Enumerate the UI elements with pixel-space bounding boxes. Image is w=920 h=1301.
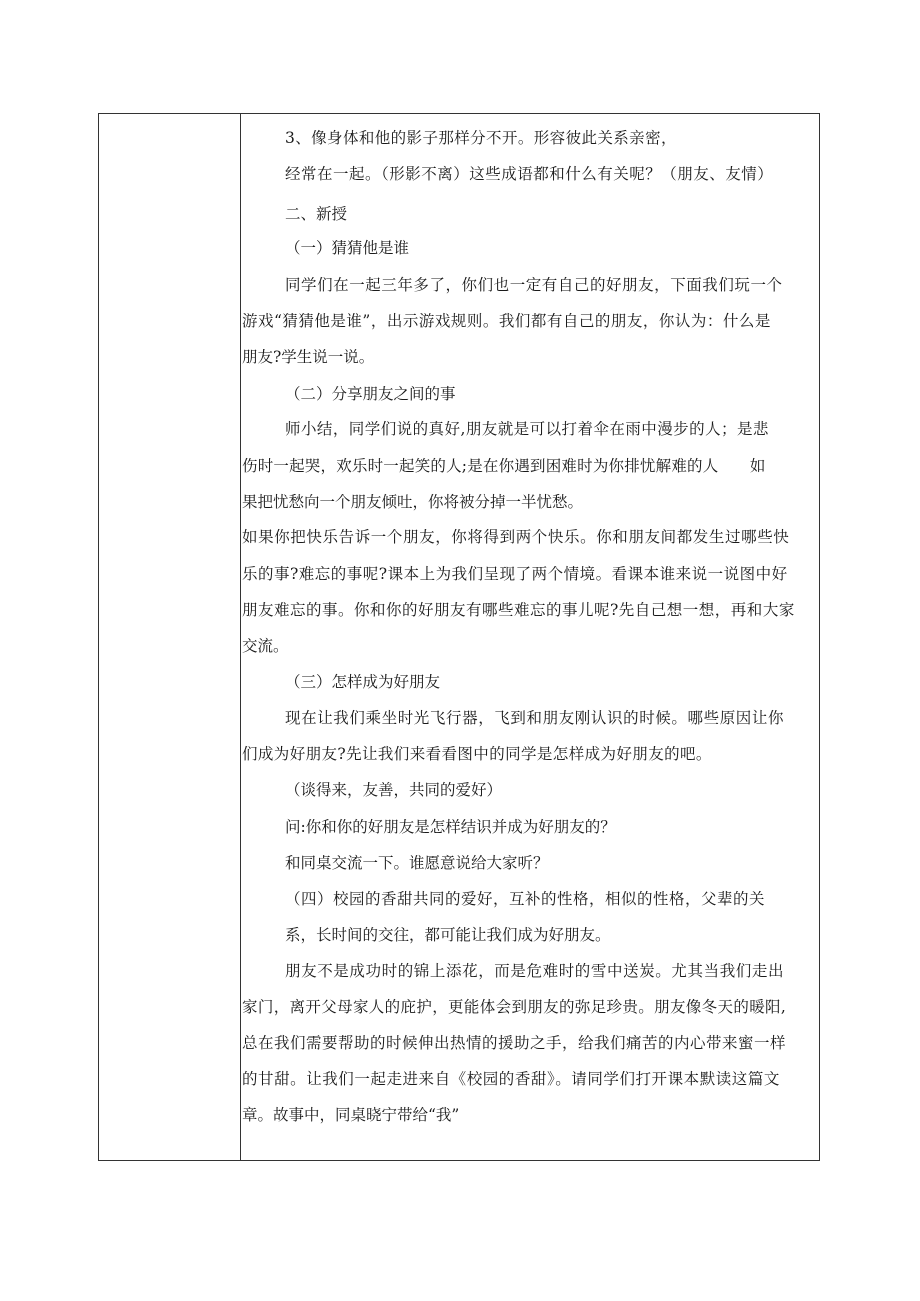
text-line: 3、像身体和他的影子那样分不开。形容彼此关系亲密， xyxy=(285,129,677,147)
text-line: 伤时一起哭，欢乐时一起笑的人;是在你遇到困难时为你排忧解难的人 如 xyxy=(242,457,766,475)
text-line: 朋友不是成功时的锦上添花，而是危难时的雪中送炭。尤其当我们走出 xyxy=(285,962,785,980)
text-line: 朋友难忘的事。你和你的好朋友有哪些难忘的事儿呢?先自己想一想，再和大家 xyxy=(242,601,795,619)
text-line: 同学们在一起三年多了，你们也一定有自己的好朋友，下面我们玩一个 xyxy=(285,276,783,294)
text-line: 章。故事中，同桌晓宁带给“我” xyxy=(242,1106,460,1124)
text-line: （谈得来，友善，共同的爱好） xyxy=(285,781,503,799)
lesson-table xyxy=(98,113,820,1161)
text-line: 总在我们需要帮助的时候伸出热情的援助之手，给我们痛苦的内心带来蜜一样 xyxy=(242,1034,787,1052)
section-heading: 二、新授 xyxy=(285,205,348,223)
text-line: 朋友?学生说一说。 xyxy=(242,348,375,366)
text-line: 问:你和你的好朋友是怎样结识并成为好朋友的？ xyxy=(285,818,616,836)
subsection-heading: （二）分享朋友之间的事 xyxy=(285,385,456,403)
text-line: 交流。 xyxy=(242,637,289,655)
text-line: 们成为好朋友?先让我们来看看图中的同学是怎样成为好朋友的吧。 xyxy=(242,745,712,763)
text-line: 系，长时间的交往，都可能让我们成为好朋友。 xyxy=(285,926,611,944)
text-line: 经常在一起。（形影不离）这些成语都和什么有关呢？（朋友、友情） xyxy=(285,165,774,183)
text-line: 家门，离开父母家人的庇护，更能体会到朋友的弥足珍贵。朋友像冬天的暖阳, xyxy=(242,998,787,1016)
subsection-heading: （一）猜猜他是谁 xyxy=(285,239,410,257)
text-line: 现在让我们乘坐时光飞行器，飞到和朋友刚认识的时候。哪些原因让你 xyxy=(285,709,785,727)
text-line: 果把忧愁向一个朋友倾吐，你将被分掉一半忧愁。 xyxy=(242,493,584,511)
text-line: 游戏“猜猜他是谁”，出示游戏规则。我们都有自己的朋友，你认为：什么是 xyxy=(242,312,771,330)
text-line: 的甘甜。让我们一起走进来自《校园的香甜》。请同学们打开课本默读这篇文 xyxy=(242,1070,780,1088)
text-line: 乐的事?难忘的事呢?课本上为我们呈现了两个情境。看课本谁来说一说图中好 xyxy=(242,565,788,583)
subsection-heading: （四）校园的香甜共同的爱好，互补的性格，相似的性格，父辈的关 xyxy=(285,890,766,908)
content-cell xyxy=(241,114,819,1160)
subsection-heading: （三）怎样成为好朋友 xyxy=(285,673,441,691)
text-line: 和同桌交流一下。谁愿意说给大家听？ xyxy=(285,854,549,872)
text-line: 如果你把快乐告诉一个朋友，你将得到两个快乐。你和朋友间都发生过哪些快 xyxy=(242,528,790,546)
left-column-cell xyxy=(99,114,241,1160)
text-line: 师小结，同学们说的真好,朋友就是可以打着伞在雨中漫步的人；是悲 xyxy=(285,420,769,438)
